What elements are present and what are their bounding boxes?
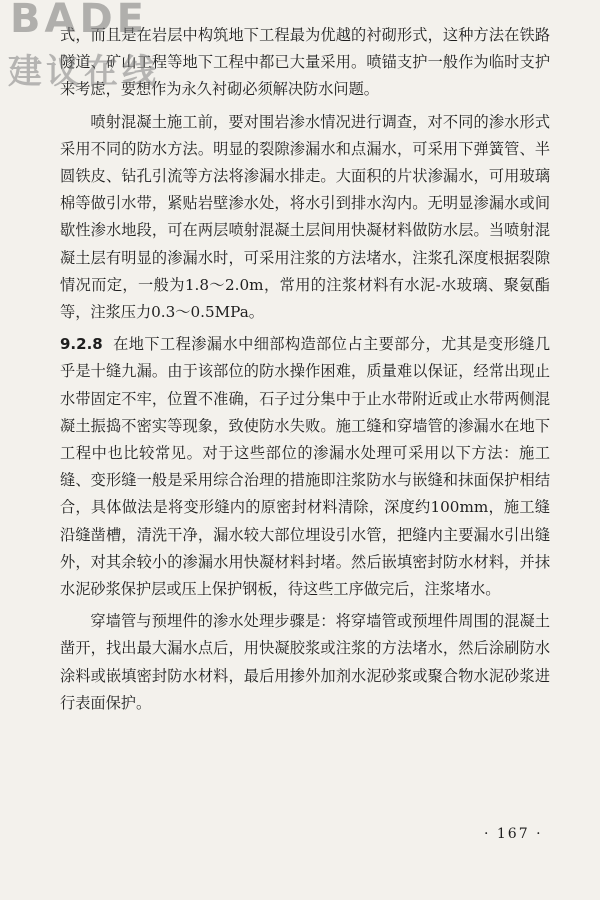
paragraph-continuation: 式，而且是在岩层中构筑地下工程最为优越的衬砌形式，这种方法在铁路隧道、矿山工程等地下工程中都已大量采用。喷锚支护一般作为临时支护来考虑，要想作为永久衬砌必须解决防水问题。	[60, 26, 550, 99]
watermark-latin: BADE	[10, 0, 148, 42]
paragraph-wall-pipe: 穿墙管与预埋件的渗水处理步骤是：将穿墙管或预埋件周围的混凝土凿开，找出最大漏水点后，用快凝胶浆或注浆的方法堵水，然后涂刷防水涂料或嵌填密封防水材料，最后用掺外加剂水泥砂浆或聚合物水泥砂浆进行表面保护。	[60, 612, 550, 712]
document-page	[60, 22, 550, 717]
paragraph-shotcrete: 喷射混凝土施工前，要对围岩渗水情况进行调查，对不同的渗水形式采用不同的防水方法。明显的裂隙渗漏水和点漏水，可采用下弹簧管、半圆铁皮、钻孔引流等方法将渗漏水排走。大面积的片状渗漏水，可用玻璃棉等做引水带，紧贴岩壁渗水处，将水引到排水沟内。无明显渗漏水或间歇性渗水地段，可在两层喷射混凝土层间用快凝材料做防水层。当喷射混凝土层有明显的渗漏水时，可采用注浆的方法堵水，注浆孔深度根据裂隙情况而定，一般为1.8～2.0m，常用的注浆材料有水泥-水玻璃、聚氨酯等，注浆压力0.3～0.5MPa。	[60, 112, 550, 322]
section-body: 在地下工程渗漏水中细部构造部位占主要部分，尤其是变形缝几乎是十缝九漏。由于该部位的防水操作困难，质量难以保证，经常出现止水带固定不牢，位置不准确，石子过分集中于止水带附近或止水带两侧混凝土振捣不密实等现象，致使防水失败。施工缝和穿墙管的渗漏水在地下工程中也比较常见。对于这些部位的渗漏水处理可采用以下方法：施工缝、变形缝一般是采用综合治理的措施即注浆防水与嵌缝和抹面保护相结合，具体做法是将变形缝内的原密封材料清除，深度约100mm，施工缝沿缝凿槽，清洗干净，漏水较大部位埋设引水管，把缝内主要漏水引出缝外，对其余较小的渗漏水用快凝材料封堵。然后嵌填密封防水材料，并抹水泥砂浆保护层或压上保护钢板，待这些工序做完后，注浆堵水。	[60, 335, 550, 599]
paragraph-section-9-2-8	[60, 331, 550, 603]
watermark-cjk: 建议在线	[8, 52, 160, 92]
section-number: 9.2.8	[60, 335, 103, 354]
page-number: · 167 ·	[484, 826, 543, 842]
